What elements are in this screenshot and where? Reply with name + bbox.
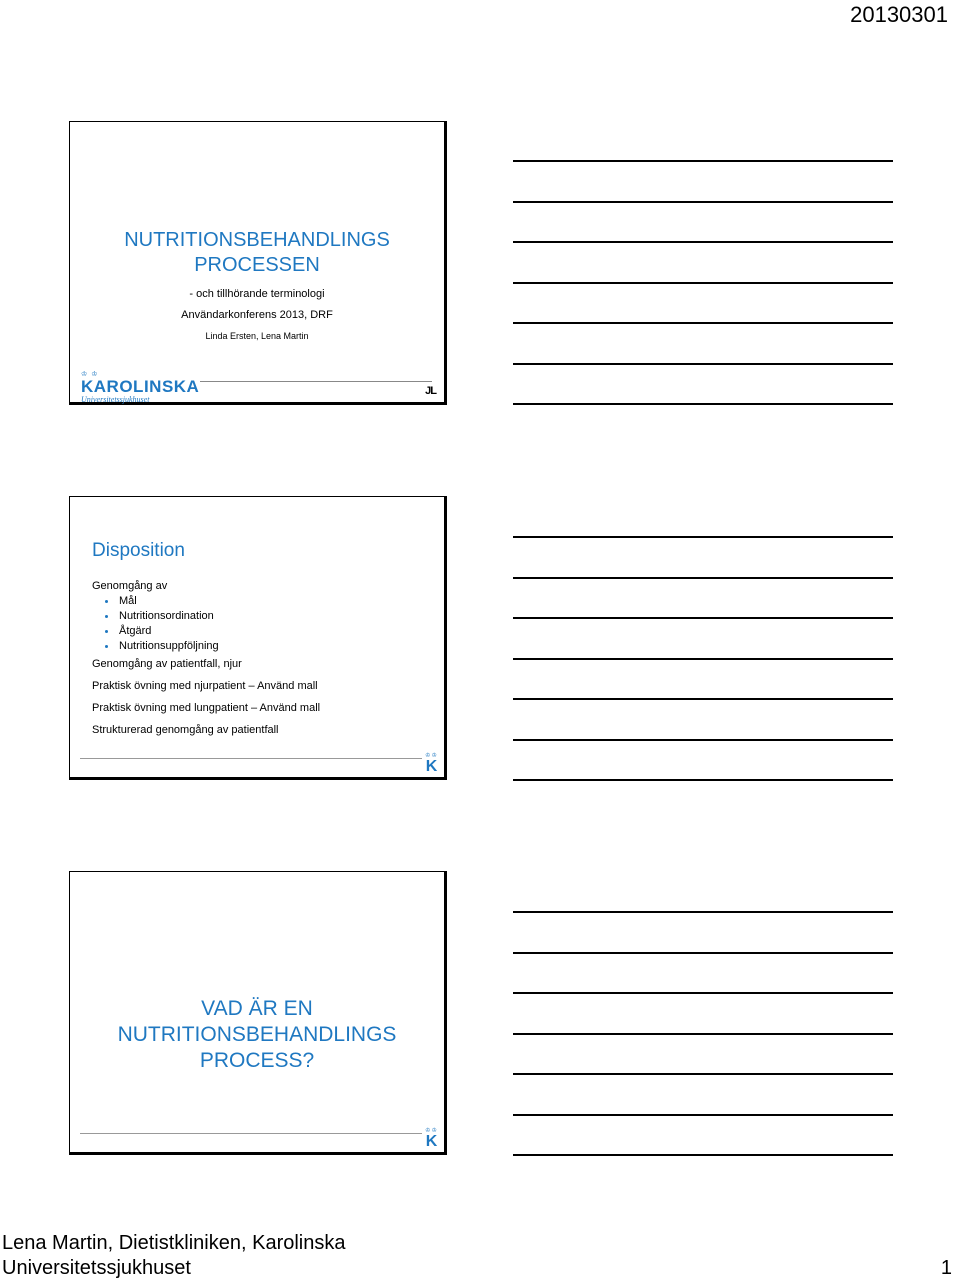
footer-line-1: Lena Martin, Dietistkliniken, Karolinska [2, 1232, 346, 1254]
note-line [513, 658, 893, 699]
slide-question [69, 871, 447, 1155]
note-line [513, 1114, 893, 1155]
crown-icon: ♔ ♔ [81, 371, 99, 378]
note-line [513, 779, 893, 820]
note-line [513, 536, 893, 577]
bullet-icon [105, 600, 108, 603]
footer-line-2: Universitetssjukhuset [2, 1257, 191, 1279]
bullet-icon [105, 645, 108, 648]
title-line-2: PROCESSEN [194, 254, 320, 276]
bullet-item: Nutritionsordination [92, 609, 320, 624]
logo-subtitle: Universitetssjukhuset [81, 395, 150, 404]
authors-line: Linda Ersten, Lena Martin [205, 331, 309, 341]
note-line [513, 992, 893, 1033]
karolinska-logo [81, 371, 199, 405]
title-line-1: NUTRITIONSBEHANDLINGS [124, 229, 390, 251]
page-number: 1 [940, 1257, 952, 1279]
page-footer [2, 1231, 952, 1281]
karolinska-mini-logo [424, 1128, 439, 1149]
note-line [513, 1033, 893, 1074]
logo-letter: K [425, 758, 438, 775]
note-line [513, 322, 893, 363]
conference-line: Användarkonferens 2013, DRF [181, 309, 333, 321]
list-item: Strukturerad genomgång av patientfall [92, 724, 279, 736]
note-line [513, 282, 893, 323]
divider [80, 1133, 422, 1134]
note-line [513, 1073, 893, 1114]
karolinska-mini-logo [424, 753, 439, 774]
divider [80, 758, 422, 759]
subtitle: - och tillhörande terminologi [189, 288, 325, 300]
slide-heading: Disposition [92, 540, 185, 561]
note-lines [513, 160, 893, 444]
bullet-item: Åtgärd [92, 624, 320, 639]
list-item: Genomgång av patientfall, njur [92, 658, 242, 670]
note-line [513, 617, 893, 658]
note-line [513, 160, 893, 201]
note-line [513, 577, 893, 618]
note-line [513, 1154, 893, 1195]
corner-mark: JL [425, 385, 436, 397]
crown-icon: ♔♔ [425, 1128, 438, 1134]
title-line-3: PROCESS? [199, 1049, 315, 1072]
slide-heading [70, 996, 444, 1074]
note-lines [513, 536, 893, 820]
bullet-item: Nutritionsuppföljning [92, 639, 320, 654]
note-line [513, 403, 893, 444]
note-line [513, 241, 893, 282]
note-line [513, 201, 893, 242]
list-item: Praktisk övning med njurpatient – Använd mall [92, 680, 318, 692]
note-lines [513, 911, 893, 1195]
title-line-2: NUTRITIONSBEHANDLINGS [117, 1023, 397, 1046]
bullet-icon [105, 630, 108, 633]
title-line-1: VAD ÄR EN [201, 997, 313, 1020]
disposition-list [92, 579, 320, 738]
slide-disposition [69, 496, 447, 780]
note-line [513, 911, 893, 952]
crown-icon: ♔♔ [425, 753, 438, 759]
note-line [513, 363, 893, 404]
page-date: 20130301 [850, 2, 948, 27]
list-item: Praktisk övning med lungpatient – Använd mall [92, 702, 321, 714]
logo-name: KAROLINSKA [81, 377, 200, 396]
note-line [513, 952, 893, 993]
note-line [513, 739, 893, 780]
bullet-icon [105, 615, 108, 618]
bullet-item: Mål [92, 594, 320, 609]
intro-text: Genomgång av [92, 580, 168, 592]
note-line [513, 698, 893, 739]
slide-title [69, 121, 447, 405]
logo-letter: K [425, 1133, 438, 1150]
divider [200, 381, 432, 382]
slide-title-heading [70, 228, 444, 278]
